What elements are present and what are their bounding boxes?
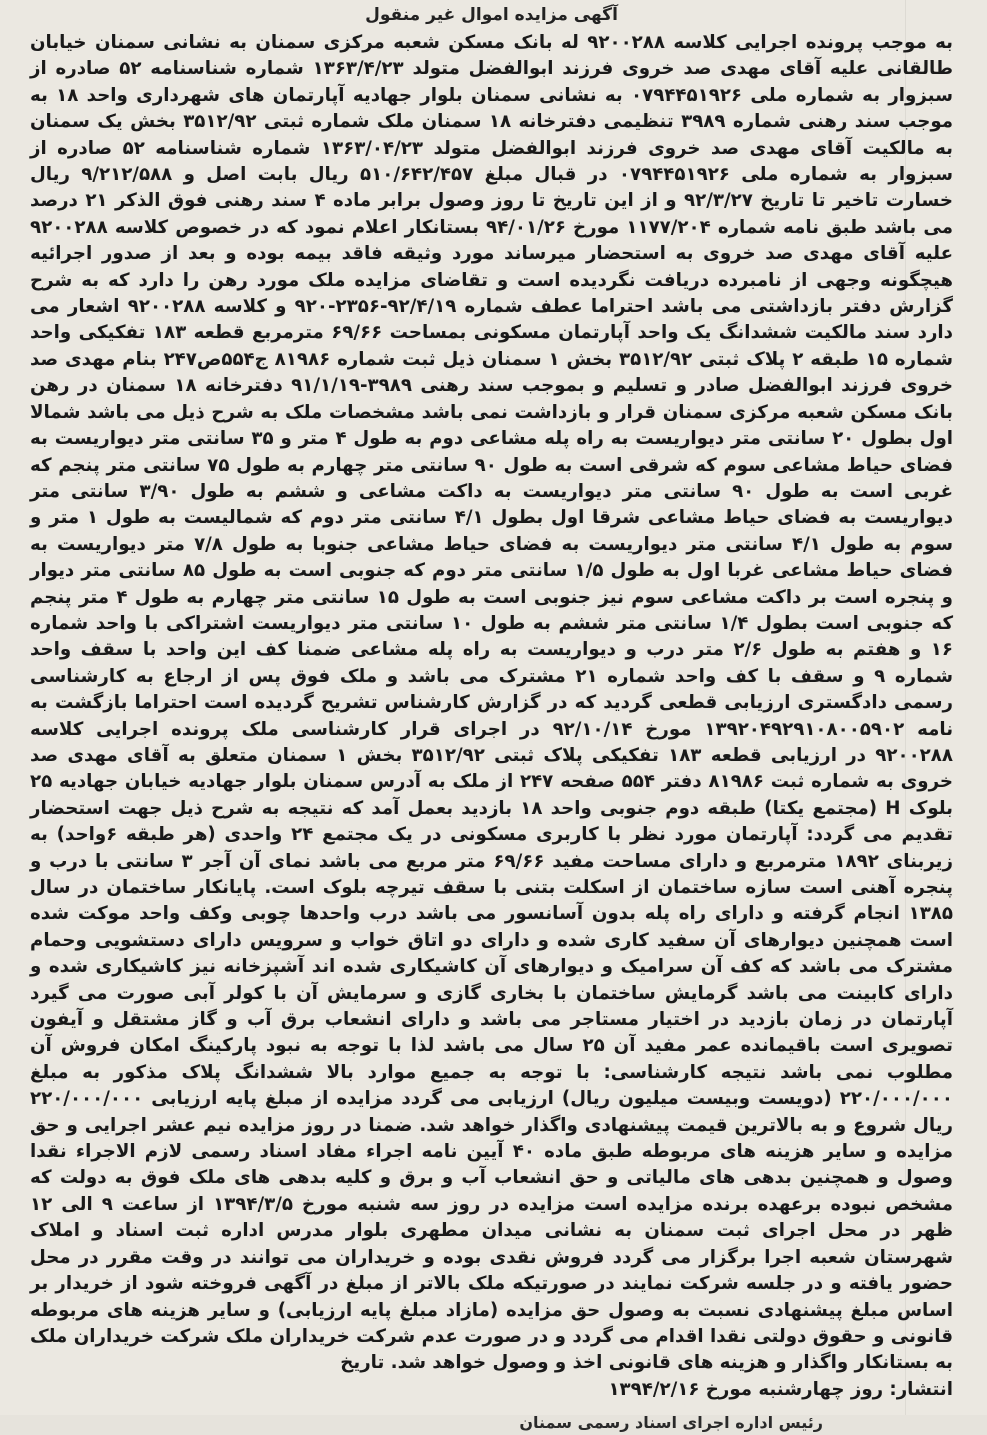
notice-body-text: به موجب پرونده اجرایی کلاسه ۹۲۰۰۲۸۸ له بانک مسکن شعبه مرکزی سمنان به نشانی سمنان خیابان طالقانی علیه آقای مهدی صد خروی فرزند ابوالفضل متولد ۱۳۶۳/۴/۲۳ شماره شناسنامه ۵۲ صادره از سبزوار به شماره ملی ۰۷۹۴۴۵۱۹۲۶ به نشانی سمنان بلوار جهادیه آپارتمان های شهرداری واحد ۱۸ به موجب سند رهنی شماره ۳۹۸۹ تنظیمی دفترخانه ۱۸ سمنان ملک شماره ثبتی ۳۵۱۲/۹۲ بخش یک سمنان به مالکیت آقای مهدی صد خروی فرزند ابوالفضل متولد ۱۳۶۳/۰۴/۲۳ شماره شناسنامه ۵۲ صادره از سبزوار به شماره ملی ۰۷۹۴۴۵۱۹۲۶ در قبال مبلغ ۵۱۰/۶۴۲/۴۵۷ ریال بابت اصل و ۹/۲۱۲/۵۸۸ ریال خسارت تاخیر تا تاریخ ۹۲/۳/۲۷ و از این تاریخ تا روز وصول برابر ماده ۴ سند رهنی فوق الذکر ۲۱ درصد می باشد طبق نامه شماره ۱۱۷۷/۲۰۴ مورخ ۹۴/۰۱/۲۶ بستانکار اعلام نمود که در خصوص کلاسه ۹۲۰۰۲۸۸ علیه آقای مهدی صد خروی به استحضار میرساند مورد وثیقه فاقد بیمه بوده و بعد از صدور اجرائیه هیچگونه وجهی از نامبرده دریافت نگردیده است و تقاضای مزایده ملک مورد رهن را دارد که به شرح گزارش دفتر بازداشتی می باشد احتراما عطف شماره ۹۲/۴/۱۹-۲۳۵۶-۹۲۰ و کلاسه ۹۲۰۰۲۸۸ اشعار می دارد سند مالکیت ششدانگ یک واحد آپارتمان مسکونی بمساحت ۶۹/۶۶ مترمربع قطعه ۱۸۳ تفکیکی واحد شماره ۱۵ طبقه ۲ پلاک ثبتی ۳۵۱۲/۹۲ بخش ۱ سمنان ذیل ثبت شماره ۸۱۹۸۶ ج۵۵۴ص۲۴۷ بنام مهدی صد خروی فرزند ابوالفضل صادر و تسلیم و بموجب سند رهنی ۳۹۸۹-۹۱/۱/۱۹ دفترخانه ۱۸ سمنان در رهن بانک مسکن شعبه مرکزی سمنان قرار و بازداشت نمی باشد مشخصات ملک به شرح ذیل می باشد شمالا اول بطول ۲۰ سانتی متر دیواریست به راه پله مشاعی دوم به طول ۴ متر و ۳۵ سانتی متر دیواریست به فضای حیاط مشاعی سوم که شرقی است به طول ۹۰ سانتی متر چهارم به طول ۷۵ سانتی متر پنجم که غربی است به طول ۹۰ سانتی متر دیواریست به داکت مشاعی و ششم به طول ۳/۹۰ سانتی متر دیواریست به فضای حیاط مشاعی شرقا اول بطول ۴/۱ سانتی متر دوم که شمالیست به طول ۱ متر و سوم به طول ۴/۱ سانتی متر دیواریست به فضای حیاط مشاعی جنوبا به طول ۷/۸ متر دیواریست به فضای حیاط مشاعی غربا اول به طول ۱/۵ سانتی متر دوم که جنوبی است به طول ۸۵ سانتی متر دیوار و پنجره است بر داکت مشاعی سوم نیز جنوبی است به طول ۱۵ سانتی متر چهارم به طول ۴ متر پنجم که جنوبی است بطول ۱/۴ سانتی متر ششم به طول ۱۰ سانتی متر دیواریست اشتراکی با واحد شماره ۱۶ و هفتم به طول ۲/۶ متر درب و دیواریست به راه پله مشاعی ضمنا کف این واحد با سقف واحد شماره ۹ و سقف با کف واحد شماره ۲۱ مشترک می باشد و ملک فوق پس از ارجاع به کارشناسی رسمی دادگستری ارزیابی قطعی گردید که در گزارش کارشناس تشریح گردیده است احتراما بازگشت به نامه ۱۳۹۲۰۴۹۲۹۱۰۸۰۰۵۹۰۲ مورخ ۹۲/۱۰/۱۴ در اجرای قرار کارشناسی ملک پرونده اجرایی کلاسه ۹۲۰۰۲۸۸ در ارزیابی قطعه ۱۸۳ تفکیکی پلاک ثبتی ۳۵۱۲/۹۲ بخش ۱ سمنان متعلق به آقای مهدی صد خروی به شماره ثبت ۸۱۹۸۶ دفتر ۵۵۴ صفحه ۲۴۷ از ملک به آدرس سمنان بلوار جهادیه خیابان جهادیه ۲۵ بلوک H (مجتمع یکتا) طبقه دوم جنوبی واحد ۱۸ بازدید بعمل آمد که نتیجه به شرح ذیل جهت استحضار تقدیم می گردد: آپارتمان مورد نظر با کاربری مسکونی در یک مجتمع ۲۴ واحدی (هر طبقه ۶واحد) به زیربنای ۱۸۹۲ مترمربع و دارای مساحت مفید ۶۹/۶۶ متر مربع می باشد نمای آن آجر ۳ سانتی با درب و پنجره آهنی است سازه ساختمان از اسکلت بتنی با سقف تیرچه بلوک است. پایانکار ساختمان در سال ۱۳۸۵ انجام گرفته و دارای راه پله بدون آسانسور می باشد درب واحدها چوبی وکف واحد موکت شده است همچنین دیوارهای آن سفید کاری شده و دارای دو اتاق خواب و سرویس دارای دستشویی وحمام مشترک می باشد که کف آن سرامیک و دیوارهای آن کاشیکاری شده اند آشپزخانه نیز کاشیکاری شده و دارای کابینت می باشد گرمایش ساختمان با بخاری گازی و سرمایش آن با کولر آبی صورت می گیرد آپارتمان در زمان بازدید در اختیار مستاجر می باشد و دارای انشعاب برق آب و گاز مشتقل و آیفون تصویری است باقیمانده عمر مفید آن ۲۵ سال می باشد لذا با توجه به نبود پارکینگ امکان فروش آن مطلوب نمی باشد نتیجه کارشناسی: با توجه به جمیع موارد بالا ششدانگ پلاک مذکور به مبلغ ۲۲۰/۰۰۰/۰۰۰ (دویست وبیست میلیون ریال) ارزیابی می گردد مزایده از مبلغ پایه ارزیابی ۲۲۰/۰۰۰/۰۰۰ ریال شروع و به بالاترین قیمت پیشنهادی واگذار خواهد شد. ضمنا در روز مزایده نیم عشر اجرایی و حق مزایده و سایر هزینه های مربوطه طبق ماده ۴۰ آیین نامه اجراء مفاد اسناد رسمی لازم الاجراء نقدا وصول و همچنین بدهی های مالیاتی و حق انشعاب آب و برق و کلیه بدهی های ملک فوق به دولت که مشخص نبوده برعهده برنده مزایده است مزایده در روز سه شنبه مورخ ۱۳۹۴/۳/۵ از ساعت ۹ الی ۱۲ ظهر در محل اجرای ثبت سمنان به نشانی میدان مطهری بلوار مدرس اداره ثبت اسناد و املاک شهرستان شعبه اجرا برگزار می گردد فروش نقدی بوده و خریداران می توانند در وقت مقرر در محل حضور یافته و در جلسه شرکت نمایند در صورتیکه ملک بالاتر از مبلغ در آگهی فروخته شود از خریدار بر اساس مبلغ پیشنهادی نسبت به وصول حق مزایده (مازاد مبلغ پایه ارزیابی) و سایر هزینه های مربوطه قانونی و حقوق دولتی نقدا اقدام می گردد و در صورت عدم شرکت خریداران ملک شرکت خریداران ملک به بستانکار واگذار و هزینه های قانونی اخذ و وصول خواهد شد. تاریخ (30, 32, 954, 1374)
signature-line: رئیس اداره اجرای اسناد رسمی سمنان (519, 1413, 823, 1433)
publish-date: انتشار: روز چهارشنبه مورخ ۱۳۹۴/۲/۱۶ (608, 1378, 953, 1400)
paper-fold-line (905, 0, 906, 1415)
notice-title: آگهی مزایده اموال غیر منقول (365, 5, 618, 25)
